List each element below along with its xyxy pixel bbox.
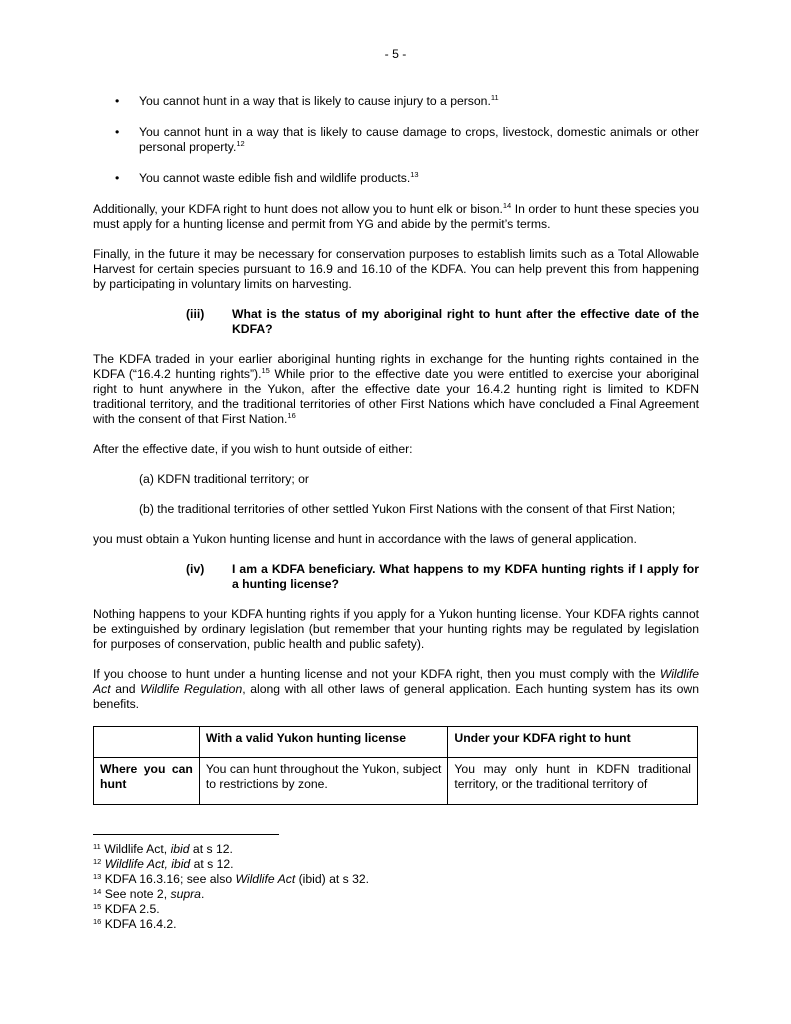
paragraph-text: The KDFA traded in your earlier aboriginal hunting rights in exchange for the hunting rights contained in the KDFA (“16.4.2 hunting rights”). [93,352,699,381]
heading-number: (iii) [186,307,205,321]
sub-item-a: (a) KDFN traditional territory; or [139,472,309,486]
list-item [93,125,699,155]
bullet-icon: • [115,94,120,108]
footnote-text: (ibid) at s 32. [295,872,370,886]
table-header-cell [94,727,200,758]
table-cell: You can hunt throughout the Yukon, subject to restrictions by zone. [199,758,448,805]
footnote-number: 11 [93,842,101,851]
paragraph-text: While prior to the effective date you were entitled to exercise your aboriginal right to hunt anywhere in the Yukon, after the effective date your 16.4.2 hunting right is limited to KDFN traditional territory, and the traditional territories of other First Nations which have concluded a Final Agreement with the consent of that First Nation. [93,367,700,426]
sub-item-b: (b) the traditional territories of other settled Yukon First Nations with the consent of that First Nation; [139,502,676,516]
footnote-text: . [200,887,205,901]
footnote-item [93,887,699,902]
restrictions-list [93,94,699,186]
paragraph-text: In order to hunt these species you must apply for a hunting license and permit from YG and abide by the permit’s terms. [93,202,699,231]
paragraph-nothing-happens: Nothing happens to your KDFA hunting rights if you apply for a Yukon hunting license. Your KDFA rights cannot be extinguished by ordinary legislation (but remember that your hunting rights may be regulated by legislation for purposes of conservation, public health and public safety). [93,607,699,651]
paragraph-yukon-license: you must obtain a Yukon hunting license and hunt in accordance with the laws of general application. [93,532,637,546]
paragraph-text: If you choose to hunt under a hunting license and not your KDFA right, then you must comply with the [93,667,660,681]
list-item-text: You cannot hunt in a way that is likely to cause injury to a person. [139,94,491,108]
footnote-ref: 12 [236,139,245,148]
footnote-ref: 11 [490,93,499,102]
footnote-ref: 13 [410,170,419,179]
table-header-row [94,727,698,758]
bullet-icon: • [115,171,120,185]
table-header-cell: With a valid Yukon hunting license [199,727,448,758]
footnote-number: 14 [93,887,102,896]
bullet-icon: • [115,125,120,139]
paragraph-total-allowable-harvest: Finally, in the future it may be necessary for conservation purposes to establish limits such as a Total Allowable Harvest for certain species pursuant to 16.9 and 16.10 of the KDFA. You can help prevent this from happening by participating in voluntary limits on harvesting. [93,247,699,291]
footnote-item [93,857,699,872]
list-item-text: You cannot waste edible fish and wildlife products. [139,171,411,185]
paragraph-aboriginal-rights [93,352,699,427]
list-item [93,94,699,109]
paragraph-hunting-license-choice [93,667,699,712]
footnote-italic: Wildlife Act, ibid [104,857,191,871]
italic-title: Wildlife Regulation [140,682,243,696]
footnote-item [93,842,699,857]
paragraph-text: and [110,682,141,696]
list-item-text: You cannot hunt in a way that is likely to cause damage to crops, livestock, domestic animals or other personal property. [139,125,699,154]
footnote-text: at s 12. [190,857,234,871]
footnote-ref: 16 [287,411,296,420]
page-body [93,94,699,805]
footnote-item [93,902,699,917]
footnote-text: See note 2, [104,887,171,901]
footnote-item [93,917,699,932]
section-heading-iii [93,307,699,337]
page-number: - 5 - [384,47,407,61]
heading-number: (iv) [186,562,205,576]
footnote-text: Wildlife Act, [104,842,171,856]
footnote-italic: supra [170,887,201,901]
footnote-text: KDFA 2.5. [104,902,160,916]
section-heading-iv [93,562,699,592]
footnote-italic: Wildlife Act [235,872,296,886]
table-header-cell: Under your KDFA right to hunt [448,727,698,758]
list-item [93,171,699,186]
footnote-divider [93,834,279,835]
footnote-italic: ibid [170,842,190,856]
comparison-table [93,726,698,805]
footnote-number: 12 [93,857,102,866]
paragraph-text: Additionally, your KDFA right to hunt does not allow you to hunt elk or bison. [93,202,503,216]
footnote-number: 15 [93,902,102,911]
footnote-number: 16 [93,917,102,926]
footnote-item [93,872,699,887]
italic-title: Wildlife Act [93,667,699,696]
paragraph-effective-date: After the effective date, if you wish to hunt outside of either: [93,442,413,456]
table-row-label: Where you can hunt [94,758,200,805]
table-cell: You may only hunt in KDFN traditional territory, or the traditional territory of [448,758,698,805]
footnote-text: at s 12. [189,842,233,856]
heading-text: I am a KDFA beneficiary. What happens to my KDFA hunting rights if I apply for a hunting license? [232,562,699,591]
heading-text: What is the status of my aboriginal right to hunt after the effective date of the KDFA? [232,307,699,336]
footnote-ref: 14 [502,201,512,210]
footnote-number: 13 [93,872,102,881]
table-row [94,758,698,805]
footnote-text: KDFA 16.4.2. [104,917,177,931]
paragraph-text: , along with all other laws of general application. Each hunting system has its own benefits. [93,682,700,711]
footnote-text: KDFA 16.3.16; see also [104,872,236,886]
paragraph-elk-bison [93,202,699,232]
footnote-ref: 15 [261,366,270,375]
footnotes [93,834,699,932]
